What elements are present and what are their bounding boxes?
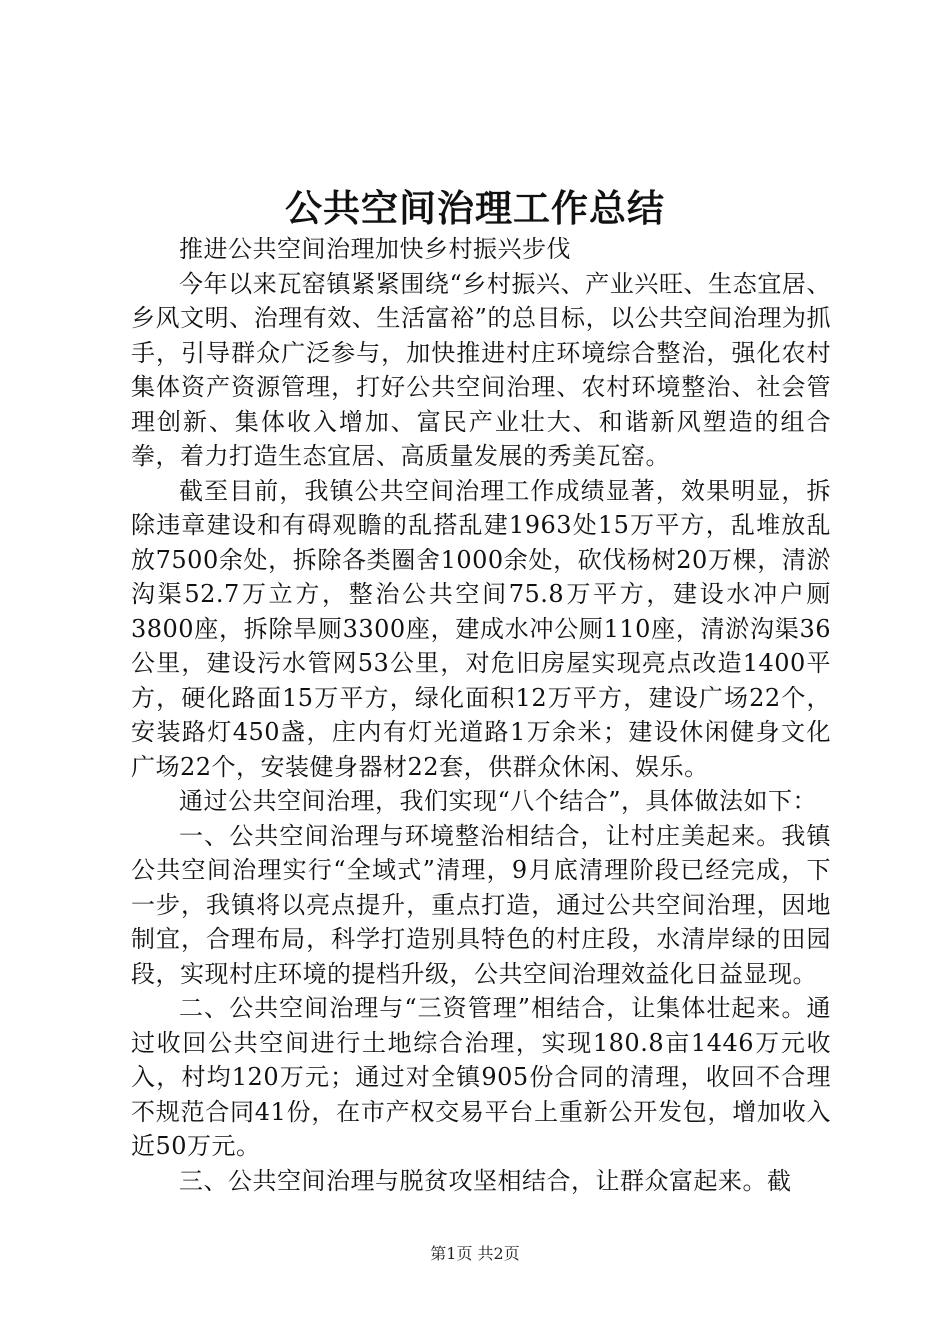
approach-paragraph: 通过公共空间治理，我们实现“八个结合”，具体做法如下： xyxy=(179,787,818,815)
section-three-paragraph: 三、公共空间治理与脱贫攻坚相结合，让群众富起来。截 xyxy=(179,1166,792,1195)
document-body xyxy=(131,232,831,1198)
subtitle-paragraph: 推进公共空间治理加快乡村振兴步伐 xyxy=(179,235,571,263)
section-one-paragraph: 一、公共空间治理与环境整治相结合，让村庄美起来。我镇公共空间治理实行“全域式”清理，9月底清理阶段已经完成，下一步，我镇将以亮点提升，重点打造，通过公共空间治理，因地制宜，合理布局，科学打造别具特色的村庄段，水清岸绿的田园段，实现村庄环境的提档升级，公共空间治理效益化日益显现。 xyxy=(131,821,831,988)
achievements-paragraph: 截至目前，我镇公共空间治理工作成绩显著，效果明显，拆除违章建设和有碍观瞻的乱搭乱建1963处15万平方，乱堆放乱放7500余处，拆除各类圈舍1000余处，砍伐杨树20万棵，清淤沟渠52.7万立方，整治公共空间75.8万平方，建设水冲户厕3800座，拆除旱厕3300座，建成水冲公厕110座，清淤沟渠36公里，建设污水管网53公里，对危旧房屋实现亮点改造1400平方，硬化路面15万平方，绿化面积12万平方，建设广场22个，安装路灯450盏，庄内有灯光道路1万余米；建设休闲健身文化广场22个，安装健身器材22套，供群众休闲、娱乐。 xyxy=(131,476,831,781)
page-number-footer: 第1页 共2页 xyxy=(430,1244,520,1263)
intro-paragraph: 今年以来瓦窑镇紧紧围绕“乡村振兴、产业兴旺、生态宜居、乡风文明、治理有效、生活富裕”的总目标，以公共空间治理为抓手，引导群众广泛参与，加快推进村庄环境综合整治，强化农村集体资产资源管理，打好公共空间治理、农村环境整治、社会管理创新、集体收入增加、富民产业壮大、和谐新风塑造的组合拳，着力打造生态宜居、高质量发展的秀美瓦窑。 xyxy=(131,269,831,470)
document-title: 公共空间治理工作总结 xyxy=(285,186,665,230)
section-two-paragraph: 二、公共空间治理与“三资管理”相结合，让集体壮起来。通过收回公共空间进行土地综合治理，实现180.8亩1446万元收入，村均120万元；通过对全镇905份合同的清理，收回不合理不规范合同41份，在市产权交易平台上重新公开发包，增加收入近50万元。 xyxy=(131,994,831,1160)
